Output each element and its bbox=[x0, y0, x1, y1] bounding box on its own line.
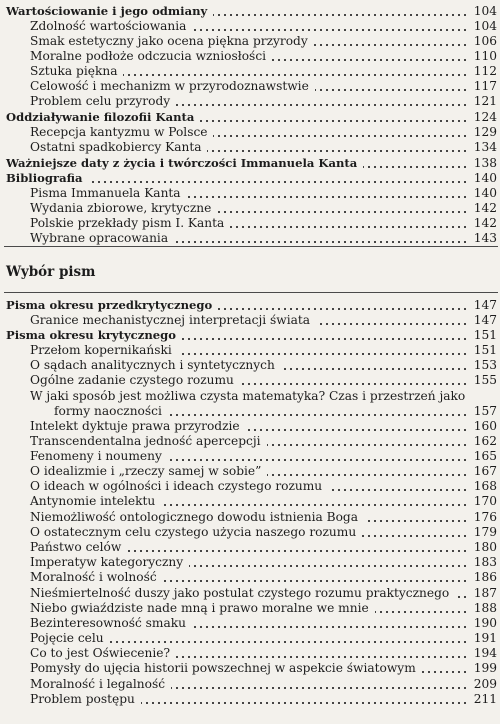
dot-leader bbox=[123, 64, 468, 78]
toc-entry bbox=[0, 201, 500, 215]
toc-entry-title: Ważniejsze daty z życia i twórczości Immanuela Kanta bbox=[6, 156, 360, 170]
toc-entry bbox=[0, 19, 500, 33]
toc-entry-title: Pomysły do ujęcia historii powszechnej w aspekcie światowym bbox=[30, 661, 419, 675]
toc-entry-page: 140 bbox=[473, 171, 497, 185]
toc-entry bbox=[0, 298, 500, 312]
dot-leader bbox=[422, 661, 468, 675]
dot-leader bbox=[364, 510, 468, 524]
toc-entry-title: Problem postępu bbox=[30, 692, 138, 706]
dot-leader bbox=[230, 216, 468, 230]
toc-entry bbox=[0, 389, 500, 403]
toc-entry-page: 140 bbox=[473, 186, 497, 200]
toc-entry bbox=[0, 171, 500, 185]
toc-entry bbox=[0, 216, 500, 230]
toc-entry bbox=[0, 373, 500, 387]
toc-entry-page: 190 bbox=[473, 616, 497, 630]
toc-entry bbox=[0, 449, 500, 463]
toc-entry bbox=[0, 404, 500, 418]
toc-entry bbox=[0, 125, 500, 139]
toc-entry-page: 168 bbox=[473, 479, 497, 493]
toc-entry-title: Bibliografia bbox=[6, 171, 86, 185]
dot-leader bbox=[213, 125, 468, 139]
toc-entry-page: 183 bbox=[473, 555, 497, 569]
dot-leader bbox=[272, 49, 468, 63]
toc-entry-title: formy naoczności bbox=[54, 404, 165, 418]
dot-leader bbox=[455, 586, 468, 600]
toc-entry bbox=[0, 64, 500, 78]
toc-entry-title: Oddziaływanie filozofii Kanta bbox=[6, 110, 197, 124]
toc-entry bbox=[0, 434, 500, 448]
dot-leader bbox=[176, 646, 468, 660]
toc-entry-page: 180 bbox=[473, 540, 497, 554]
toc-entry bbox=[0, 692, 500, 706]
toc-entry-page: 117 bbox=[473, 79, 497, 93]
toc-entry-title: Smak estetyczny jako ocena piękna przyrody bbox=[30, 34, 311, 48]
toc-entry-page: 121 bbox=[473, 94, 497, 108]
toc-entry-page: 165 bbox=[473, 449, 497, 463]
toc-entry-page: 104 bbox=[473, 4, 497, 18]
toc-entry-title: O idealizmie i „rzeczy samej w sobie” bbox=[30, 464, 264, 478]
dot-leader bbox=[218, 298, 468, 312]
toc-entry-page: 147 bbox=[473, 298, 497, 312]
toc-entry bbox=[0, 231, 500, 245]
toc-entry-title: Ogólne zadanie czystego rozumu bbox=[30, 373, 237, 387]
toc-entry-page: 211 bbox=[473, 692, 497, 706]
toc-entry bbox=[0, 646, 500, 660]
toc-entry-title: O sądach analitycznych i syntetycznych bbox=[30, 358, 278, 372]
toc-entry-page: 191 bbox=[473, 631, 497, 645]
toc-entry bbox=[0, 94, 500, 108]
toc-entry-page: 129 bbox=[473, 125, 497, 139]
toc-entry-title: Niebo gwiaździste nade mną i prawo moralne we mnie bbox=[30, 601, 372, 615]
dot-leader bbox=[316, 313, 468, 327]
toc-entry-title: Sztuka piękna bbox=[30, 64, 120, 78]
toc-entry-title: Problem celu przyrody bbox=[30, 94, 173, 108]
toc-entry-page: 143 bbox=[473, 231, 497, 245]
toc-entry-page: 155 bbox=[473, 373, 497, 387]
toc-entry bbox=[0, 419, 500, 433]
dot-leader bbox=[187, 186, 468, 200]
toc-entry-page: 134 bbox=[473, 140, 497, 154]
dot-leader bbox=[174, 231, 468, 245]
toc-entry-title: Państwo celów bbox=[30, 540, 124, 554]
toc-entry bbox=[0, 343, 500, 357]
toc-entry-title: Moralność i legalność bbox=[30, 677, 168, 691]
toc-entry-title: Zdolność wartościowania bbox=[30, 19, 189, 33]
toc-entry-title: Pisma okresu krytycznego bbox=[6, 328, 179, 342]
dot-leader bbox=[375, 601, 468, 615]
toc-entry-page: 170 bbox=[473, 494, 497, 508]
toc-entry bbox=[0, 328, 500, 342]
dot-leader bbox=[363, 156, 468, 170]
toc-entry bbox=[0, 186, 500, 200]
toc-entry-page: 110 bbox=[473, 49, 497, 63]
toc-entry bbox=[0, 358, 500, 372]
dot-leader bbox=[240, 373, 468, 387]
toc-entry-page: 188 bbox=[473, 601, 497, 615]
toc-entry-page: 112 bbox=[473, 64, 497, 78]
toc-entry bbox=[0, 586, 500, 600]
toc-entry-title: Antynomie intelektu bbox=[30, 494, 158, 508]
toc-entry-title: Moralność i wolność bbox=[30, 570, 160, 584]
toc-entry-title: Niemożliwość ontologicznego dowodu istnienia Boga bbox=[30, 510, 361, 524]
toc-entry bbox=[0, 631, 500, 645]
toc-entry-title: Ostatni spadkobiercy Kanta bbox=[30, 140, 204, 154]
toc-entry bbox=[0, 540, 500, 554]
toc-entry-page: 106 bbox=[473, 34, 497, 48]
toc-entry-page: 194 bbox=[473, 646, 497, 660]
dot-leader bbox=[267, 434, 468, 448]
dot-leader bbox=[246, 419, 468, 433]
toc-entry-page: 142 bbox=[473, 201, 497, 215]
toc-entry-page: 151 bbox=[473, 328, 497, 342]
toc-entry bbox=[0, 661, 500, 675]
dot-leader bbox=[161, 494, 468, 508]
toc-entry bbox=[0, 49, 500, 63]
toc-entry-page: 124 bbox=[473, 110, 497, 124]
section-heading-wybor-pism: Wybór pism bbox=[6, 264, 96, 280]
dot-leader bbox=[176, 94, 468, 108]
toc-entry-page: 153 bbox=[473, 358, 497, 372]
toc-entry bbox=[0, 313, 500, 327]
toc-entry-title: W jaki sposób jest możliwa czysta matematyka? Czas i przestrzeń jako bbox=[30, 389, 468, 403]
toc-entry-title: Transcendentalna jedność apercepcji bbox=[30, 434, 264, 448]
toc-entry-title: Polskie przekłady pism I. Kanta bbox=[30, 216, 227, 230]
dot-leader bbox=[89, 171, 468, 185]
dot-leader bbox=[362, 525, 468, 539]
toc-entry-title: Wydania zbiorowe, krytyczne bbox=[30, 201, 214, 215]
divider-rule bbox=[4, 246, 498, 247]
dot-leader bbox=[200, 110, 468, 124]
toc-entry bbox=[0, 79, 500, 93]
toc-entry bbox=[0, 677, 500, 691]
toc-entry bbox=[0, 525, 500, 539]
toc-entry bbox=[0, 34, 500, 48]
toc-entry bbox=[0, 510, 500, 524]
toc-entry-page: 142 bbox=[473, 216, 497, 230]
toc-entry bbox=[0, 110, 500, 124]
dot-leader bbox=[178, 343, 468, 357]
toc-entry-title: Wartościowanie i jego odmiany bbox=[6, 4, 210, 18]
toc-entry-page: 151 bbox=[473, 343, 497, 357]
dot-leader bbox=[189, 555, 468, 569]
dot-leader bbox=[207, 140, 468, 154]
dot-leader bbox=[127, 540, 468, 554]
toc-entry-page: 187 bbox=[473, 586, 497, 600]
toc-entry-page: 147 bbox=[473, 313, 497, 327]
toc-entry-title: Granice mechanistycznej interpretacji świata bbox=[30, 313, 313, 327]
toc-entry-title: Fenomeny i noumeny bbox=[30, 449, 165, 463]
dot-leader bbox=[328, 479, 468, 493]
toc-entry-title: Nieśmiertelność duszy jako postulat czystego rozumu praktycznego bbox=[30, 586, 452, 600]
toc-entry-title: Pisma okresu przedkrytycznego bbox=[6, 298, 215, 312]
dot-leader bbox=[315, 79, 468, 93]
toc-entry bbox=[0, 140, 500, 154]
toc-entry bbox=[0, 479, 500, 493]
dot-leader bbox=[281, 358, 468, 372]
toc-entry-title: Imperatyw kategoryczny bbox=[30, 555, 186, 569]
toc-entry-page: 186 bbox=[473, 570, 497, 584]
dot-leader bbox=[141, 692, 468, 706]
toc-entry-title: Co to jest Oświecenie? bbox=[30, 646, 173, 660]
toc-entry-title: Bezinteresowność smaku bbox=[30, 616, 189, 630]
toc-entry-title: Intelekt dyktuje prawa przyrodzie bbox=[30, 419, 243, 433]
toc-entry bbox=[0, 616, 500, 630]
dot-leader bbox=[217, 201, 468, 215]
toc-entry-title: Recepcja kantyzmu w Polsce bbox=[30, 125, 211, 139]
toc-entry bbox=[0, 555, 500, 569]
toc-entry-page: 176 bbox=[473, 510, 497, 524]
toc-entry bbox=[0, 464, 500, 478]
toc-entry-page: 162 bbox=[473, 434, 497, 448]
dot-leader bbox=[213, 4, 468, 18]
toc-entry-title: Celowość i mechanizm w przyrodoznawstwie bbox=[30, 79, 312, 93]
toc-entry-title: O ostatecznym celu czystego użycia naszego rozumu bbox=[30, 525, 359, 539]
dot-leader bbox=[314, 34, 468, 48]
toc-entry-page: 104 bbox=[473, 19, 497, 33]
dot-leader bbox=[110, 631, 468, 645]
toc-entry-title: Moralne podłoże odczucia wzniosłości bbox=[30, 49, 269, 63]
dot-leader bbox=[182, 328, 468, 342]
toc-entry-title: Wybrane opracowania bbox=[30, 231, 171, 245]
dot-leader bbox=[192, 616, 468, 630]
dot-leader bbox=[168, 449, 468, 463]
dot-leader bbox=[267, 464, 468, 478]
toc-entry bbox=[0, 601, 500, 615]
toc-entry-page: 209 bbox=[473, 677, 497, 691]
toc-entry-page: 167 bbox=[473, 464, 497, 478]
toc-entry bbox=[0, 570, 500, 584]
toc-entry-title: Pojęcie celu bbox=[30, 631, 107, 645]
toc-entry-page: 199 bbox=[473, 661, 497, 675]
toc-entry bbox=[0, 494, 500, 508]
toc-entry-title: O ideach w ogólności i ideach czystego rozumu bbox=[30, 479, 325, 493]
toc-entry bbox=[0, 4, 500, 18]
toc-entry-title: Pisma Immanuela Kanta bbox=[30, 186, 184, 200]
dot-leader bbox=[192, 19, 468, 33]
toc-entry-page: 160 bbox=[473, 419, 497, 433]
toc-entry-page: 157 bbox=[473, 404, 497, 418]
divider-rule bbox=[4, 292, 498, 293]
toc-entry-page: 138 bbox=[473, 156, 497, 170]
dot-leader bbox=[171, 677, 468, 691]
toc-entry-title: Przełom kopernikański bbox=[30, 343, 175, 357]
toc-entry bbox=[0, 156, 500, 170]
toc-entry-page: 179 bbox=[473, 525, 497, 539]
dot-leader bbox=[168, 404, 468, 418]
dot-leader bbox=[163, 570, 468, 584]
